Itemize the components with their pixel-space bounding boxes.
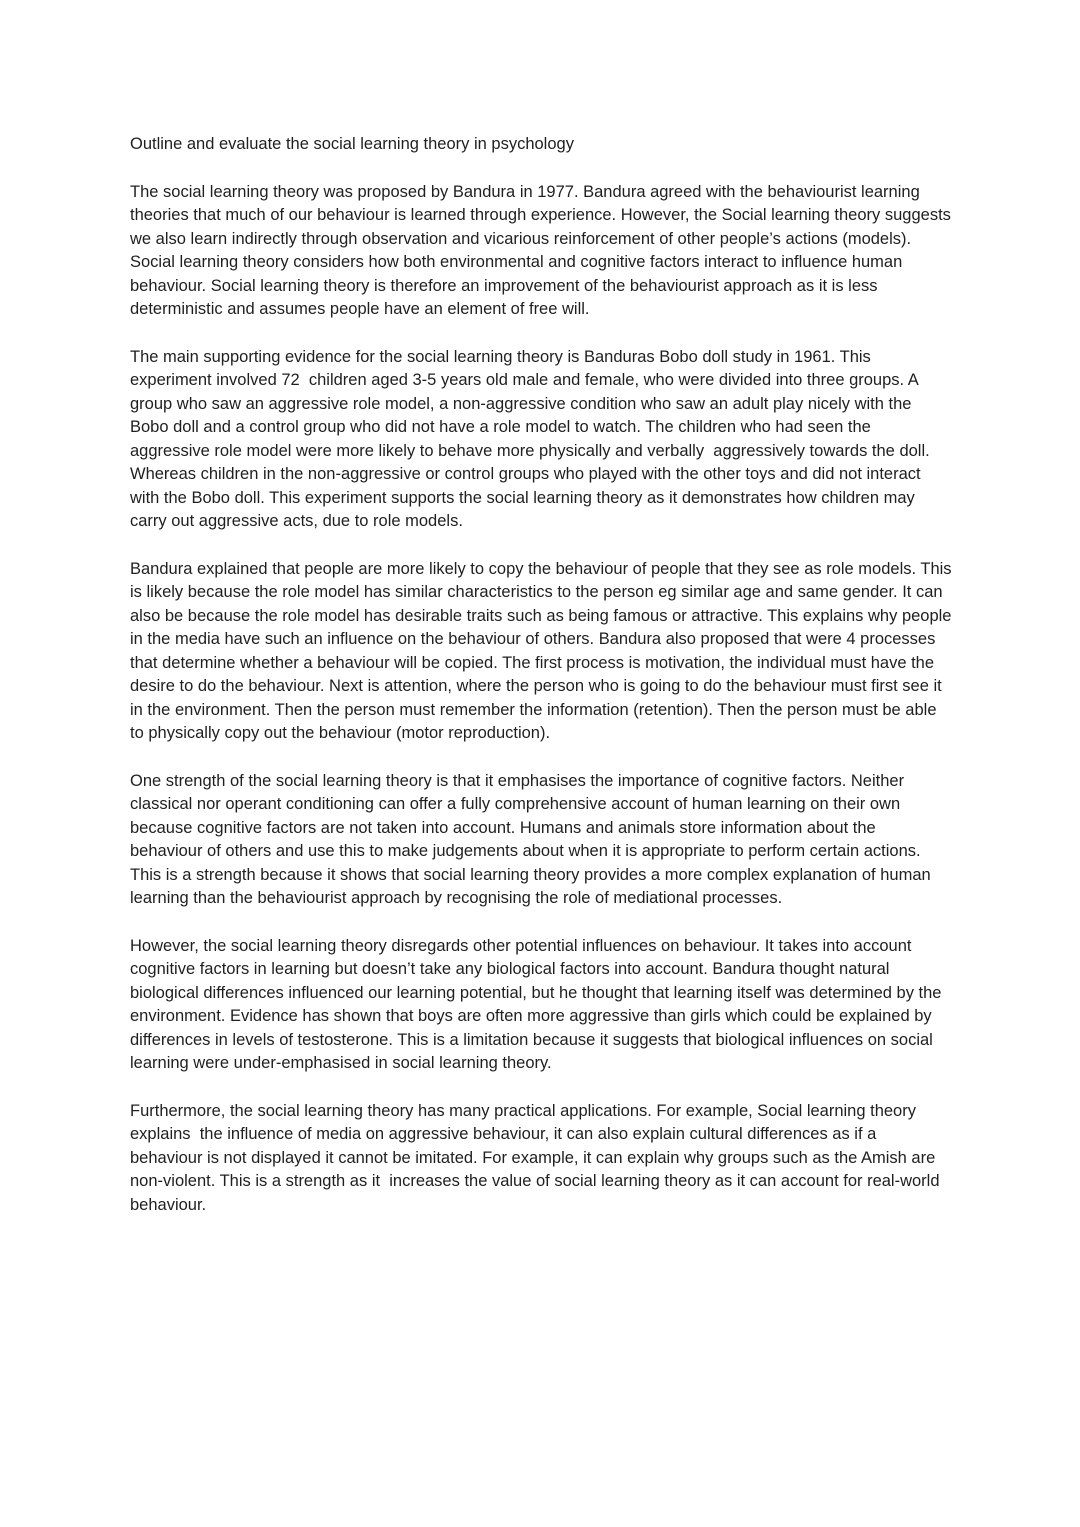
paragraph-practical-applications: Furthermore, the social learning theory has many practical applications. For example, Social learning theory explains the influence of media on aggressive behaviour, it can also explain cultural differences as if a behaviour is not displayed it cannot be imitated. For example, it can explain why groups such as the Amish are non-violent. This is a strength as it increases the value of social learning theory as it can account for real-world behaviour. xyxy=(130,1101,945,1214)
document-content xyxy=(130,133,957,1241)
document-title: Outline and evaluate the social learning theory in psychology xyxy=(130,135,574,153)
paragraph-strength-cognitive-factors: One strength of the social learning theory is that it emphasises the importance of cognitive factors. Neither classical nor operant conditioning can offer a fully comprehensive account of human learning on their own because cognitive factors are not taken into account. Humans and animals store information about the behaviour of others and use this to make judgements about when it is appropriate to perform certain actions. This is a strength because it shows that social learning theory provides a more complex explanation of human learning than the behaviourist approach by recognising the role of mediational processes. xyxy=(130,771,936,907)
paragraph-limitation-biological-factors: However, the social learning theory disregards other potential influences on behaviour. It takes into account cognitive factors in learning but doesn’t take any biological factors into account. Bandura thought natural biological differences influenced our learning potential, but he thought that learning itself was determined by the environment. Evidence has shown that boys are often more aggressive than girls which could be explained by differences in levels of testosterone. This is a limitation because it suggests that biological influences on social learning were under-emphasised in social learning theory. xyxy=(130,936,947,1072)
paragraph-role-models-processes: Bandura explained that people are more likely to copy the behaviour of people that they see as role models. This is likely because the role model has similar characteristics to the person eg similar age and same gender. It can also be because the role model has desirable traits such as being famous or attractive. This explains why people in the media have such an influence on the behaviour of others. Bandura also proposed that were 4 processes that determine whether a behaviour will be copied. The first process is motivation, the individual must have the desire to do the behaviour. Next is attention, where the person who is going to do the behaviour must first see it in the environment. Then the person must remember the information (retention). Then the person must be able to physically copy out the behaviour (motor reproduction). xyxy=(130,559,957,742)
paragraph-bobo-doll-evidence: The main supporting evidence for the social learning theory is Banduras Bobo doll study in 1961. This experiment involved 72 children aged 3-5 years old male and female, who were divided into three groups. A group who saw an aggressive role model, a non-aggressive condition who saw an adult play nicely with the Bobo doll and a control group who did not have a role model to watch. The children who had seen the aggressive role model were more likely to behave more physically and verbally aggressively towards the doll. Whereas children in the non-aggressive or control groups who played with the other toys and did not interact with the Bobo doll. This experiment supports the social learning theory as it demonstrates how children may carry out aggressive acts, due to role models. xyxy=(130,347,935,530)
paragraph-introduction: The social learning theory was proposed by Bandura in 1977. Bandura agreed with the behaviourist learning theories that much of our behaviour is learned through experience. However, the Social learning theory suggests we also learn indirectly through observation and vicarious reinforcement of other people’s actions (models). Social learning theory considers how both environmental and cognitive factors interact to influence human behaviour. Social learning theory is therefore an improvement of the behaviourist approach as it is less deterministic and assumes people have an element of free will. xyxy=(130,182,956,318)
